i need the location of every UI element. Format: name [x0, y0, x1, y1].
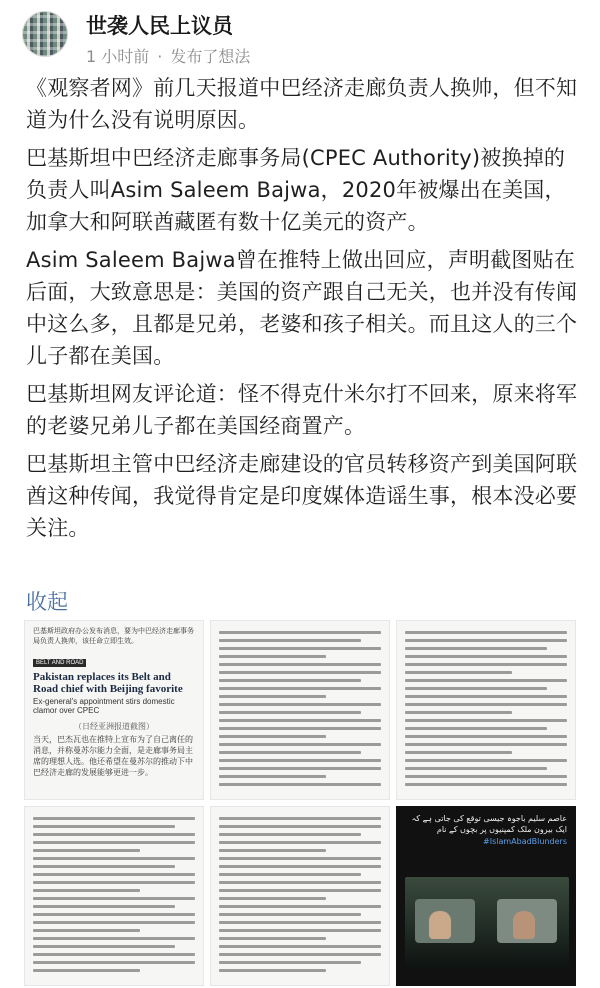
- doc-text-line: [33, 881, 195, 884]
- doc-text-line: [405, 719, 567, 722]
- document-image-1[interactable]: [210, 620, 390, 800]
- doc-text-line: [219, 961, 361, 964]
- video-tweet-image[interactable]: [396, 806, 576, 986]
- doc-text-line: [33, 817, 195, 820]
- doc-text-line: [405, 775, 567, 778]
- doc-text-line: [219, 743, 381, 746]
- doc-text-line: [219, 905, 381, 908]
- post-paragraph-2: 巴基斯坦中巴经济走廊事务局(CPEC Authority)被换掉的负责人叫Asim Saleem Bajwa，2020年被爆出在美国，加拿大和阿联酋藏匿有数十亿美元的资产。: [26, 146, 566, 234]
- doc-text-line: [219, 671, 381, 674]
- doc-text-line: [405, 767, 547, 770]
- doc-text-line: [219, 889, 381, 892]
- doc-text-line: [219, 913, 361, 916]
- post-action: 发布了想法: [170, 47, 251, 66]
- doc-text-line: [405, 751, 512, 754]
- doc-text-line: [219, 897, 326, 900]
- doc-text-line: [405, 687, 547, 690]
- doc-text-line: [405, 671, 512, 674]
- doc-text-line: [219, 921, 381, 924]
- doc-text-line: [405, 647, 547, 650]
- doc-text-line: [405, 759, 567, 762]
- doc-text-line: [219, 825, 381, 828]
- post-paragraph-3: Asim Saleem Bajwa曾在推特上做出回应，声明截图贴在后面，大致意思是：美国的资产跟自己无关，也并没有传闻中这么多，且都是兄弟，老婆和孩子相关。而且这人的三个儿子都在美国。: [26, 248, 578, 368]
- doc-text-line: [219, 945, 381, 948]
- doc-text-line: [219, 783, 381, 786]
- doc-text-line: [33, 825, 175, 828]
- doc-text-line: [219, 695, 326, 698]
- doc-text-line: [219, 953, 381, 956]
- doc-text-line: [33, 945, 175, 948]
- doc-text-line: [405, 743, 567, 746]
- doc-text-line: [33, 921, 195, 924]
- video-frame[interactable]: [405, 877, 569, 969]
- doc-text-line: [33, 969, 140, 972]
- doc-text-line: [219, 833, 361, 836]
- post-header: [0, 0, 600, 70]
- document-image-2[interactable]: [396, 620, 576, 800]
- doc-text-line: [219, 679, 361, 682]
- post-body: [26, 72, 582, 550]
- news-caption: （日经亚洲报道截图）: [74, 722, 154, 731]
- news-tag: BELT AND ROAD: [33, 659, 86, 667]
- doc-text-line: [405, 655, 567, 658]
- doc-text-line: [219, 719, 381, 722]
- post-paragraph-4: 巴基斯坦网友评论道：怪不得克什米尔打不回来，原来将军的老婆兄弟儿子都在美国经商置产。: [26, 382, 578, 438]
- doc-text-line: [405, 695, 567, 698]
- doc-text-line: [405, 639, 567, 642]
- doc-text-line: [405, 727, 547, 730]
- doc-text-line: [405, 703, 567, 706]
- collapse-link[interactable]: 收起: [26, 590, 68, 614]
- doc-text-line: [219, 937, 326, 940]
- document-image-3[interactable]: [24, 806, 204, 986]
- doc-text-line: [33, 929, 140, 932]
- author-name[interactable]: 世袭人民上议员: [86, 14, 233, 38]
- post-time: 1 小时前: [86, 47, 150, 66]
- doc-text-line: [219, 969, 326, 972]
- meta-separator: ·: [157, 47, 163, 66]
- doc-text-line: [219, 647, 381, 650]
- doc-text-line: [219, 727, 381, 730]
- doc-text-line: [33, 953, 195, 956]
- doc-text-line: [219, 767, 381, 770]
- doc-text-line: [219, 759, 381, 762]
- doc-text-line: [219, 857, 381, 860]
- doc-text-line: [219, 631, 381, 634]
- doc-text-line: [405, 735, 567, 738]
- doc-text-line: [219, 775, 326, 778]
- doc-text-line: [33, 905, 175, 908]
- doc-text-line: [219, 873, 361, 876]
- doc-text-line: [405, 663, 567, 666]
- post-meta: [86, 44, 250, 67]
- doc-text-line: [33, 889, 140, 892]
- doc-text-line: [219, 751, 361, 754]
- urdu-tweet-text: عاصم سلیم باجوہ جیسی توقع کی جاتی ہے کہ ایک بیرون ملک کمپنیوں پر بچوں کے نام: [411, 814, 567, 834]
- news-subtitle: Ex-general's appointment stirs domestic clamor over CPEC: [33, 697, 175, 715]
- doc-text-line: [219, 663, 381, 666]
- tweet-hashtag: #IslamAbadBlunders: [483, 837, 567, 846]
- news-header-text: 巴基斯坦政府办公发布消息，要为中巴经济走廊事务局负责人换帅，该任命立即生效。: [33, 628, 194, 645]
- doc-text-line: [33, 913, 195, 916]
- doc-text-line: [219, 639, 361, 642]
- news-screenshot-image[interactable]: [24, 620, 204, 800]
- doc-text-line: [33, 849, 140, 852]
- doc-text-line: [405, 783, 567, 786]
- doc-text-line: [219, 655, 326, 658]
- doc-text-line: [33, 857, 195, 860]
- doc-text-line: [219, 735, 326, 738]
- doc-text-line: [219, 817, 381, 820]
- document-image-4[interactable]: [210, 806, 390, 986]
- doc-text-line: [33, 897, 195, 900]
- doc-text-line: [33, 865, 175, 868]
- post-paragraph-5: 巴基斯坦主管中巴经济走廊建设的官员转移资产到美国阿联酋这种传闻，我觉得肯定是印度媒体造谣生事，根本没必要关注。: [26, 452, 578, 540]
- doc-text-line: [219, 849, 326, 852]
- doc-text-line: [219, 929, 381, 932]
- image-grid: [24, 620, 576, 985]
- avatar[interactable]: [22, 11, 68, 57]
- news-title: Pakistan replaces its Belt and Road chief with Beijing favorite: [33, 671, 183, 695]
- doc-text-line: [219, 881, 381, 884]
- post-paragraph-1: 《观察者网》前几天报道中巴经济走廊负责人换帅，但不知道为什么没有说明原因。: [26, 76, 578, 132]
- doc-text-line: [219, 711, 361, 714]
- doc-text-line: [33, 841, 195, 844]
- doc-text-line: [219, 703, 381, 706]
- doc-text-line: [219, 841, 381, 844]
- doc-text-line: [33, 937, 195, 940]
- doc-text-line: [405, 631, 567, 634]
- doc-text-line: [405, 711, 512, 714]
- doc-text-line: [219, 687, 381, 690]
- news-body: 当天，巴杰瓦也在推特上宣布为了自己离任的消息，并称曼苏尔能力全面，是走廊事务局主席的理想人选。他还希望在曼苏尔的推动下中巴经济走廊的发展能够更进一步。: [33, 735, 193, 777]
- video-scene-person: [429, 911, 451, 939]
- video-scene-person: [513, 911, 535, 939]
- doc-text-line: [33, 961, 195, 964]
- doc-text-line: [405, 679, 567, 682]
- doc-text-line: [33, 833, 195, 836]
- doc-text-line: [33, 873, 195, 876]
- doc-text-line: [219, 865, 381, 868]
